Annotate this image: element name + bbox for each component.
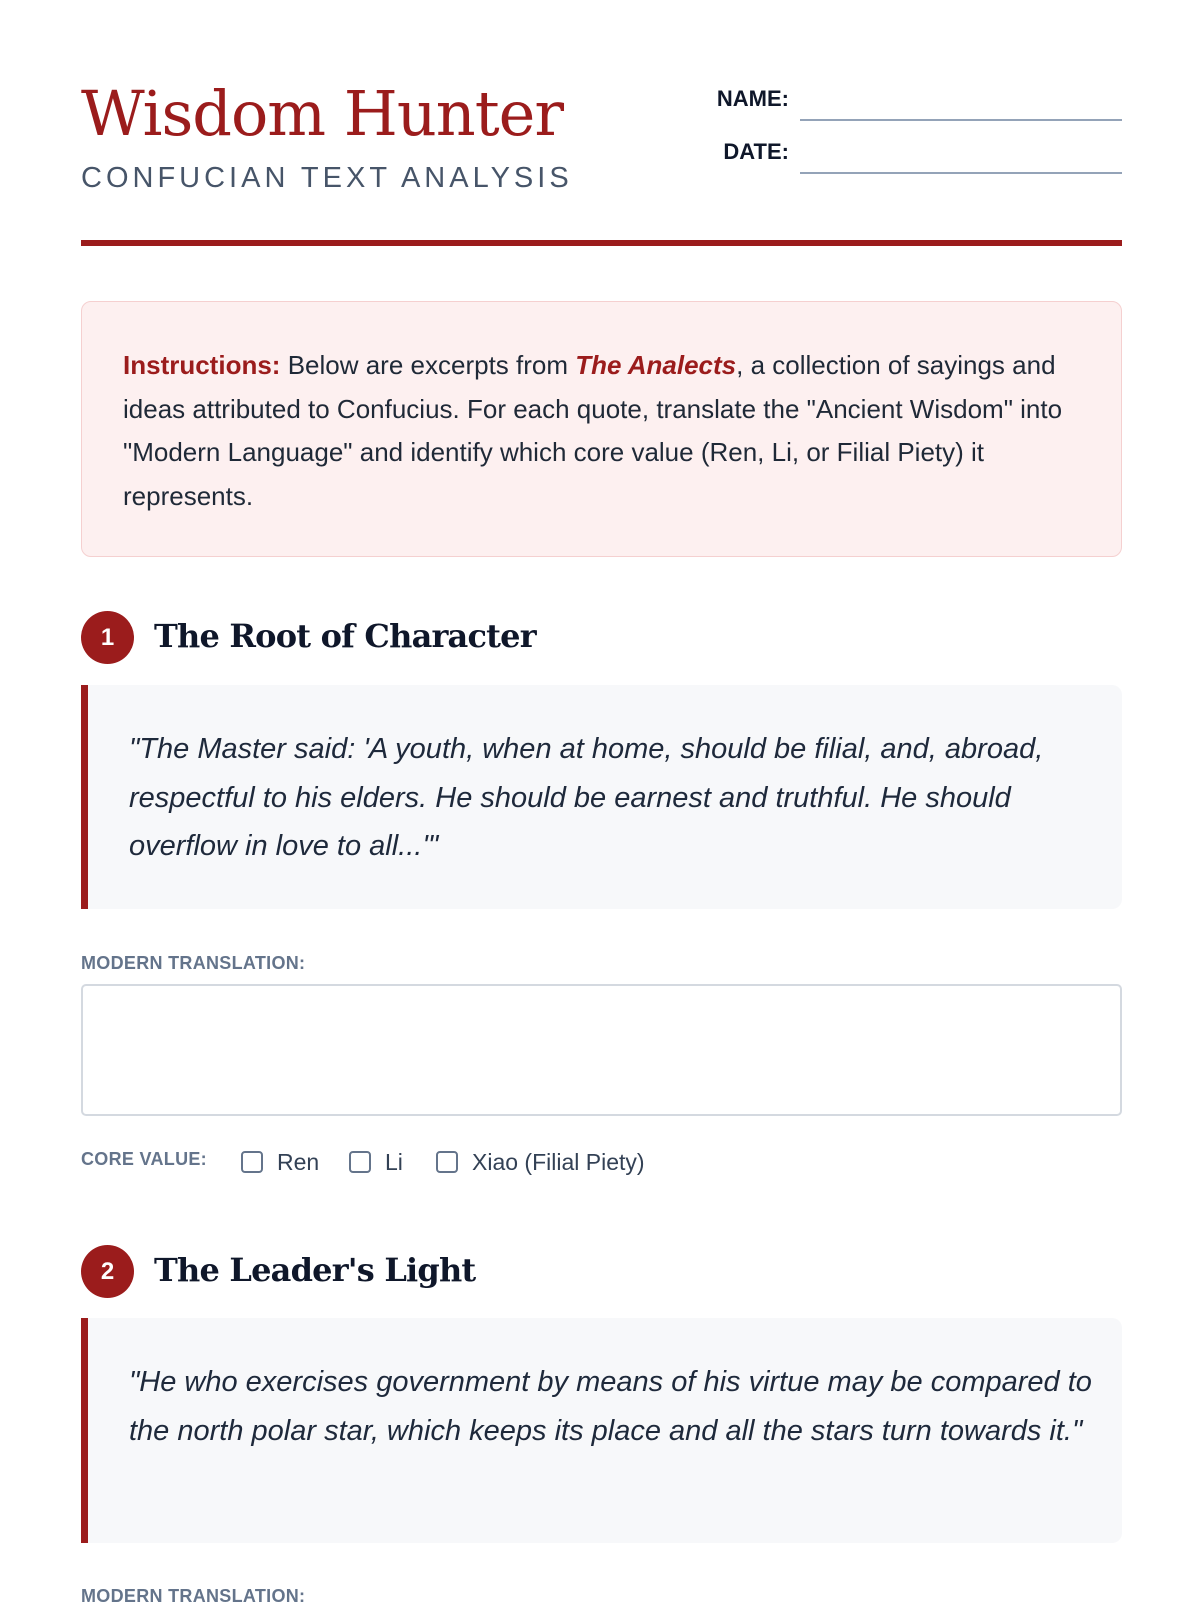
worksheet-title: Wisdom Hunter [81, 77, 563, 150]
header-divider [81, 240, 1122, 246]
quote-block: "The Master said: 'A youth, when at home, should be filial, and, abroad, respectful to his elders. He should be earnest and truthful. He should overflow in love to all...'" [81, 685, 1122, 909]
section-number-badge: 2 [81, 1245, 134, 1298]
name-label: NAME: [716, 86, 789, 111]
translation-label: MODERN TRANSLATION: [81, 1586, 306, 1606]
section-number-badge: 1 [81, 611, 134, 664]
ren-label: Ren [277, 1148, 320, 1175]
name-line[interactable] [800, 119, 1122, 121]
instructions-text-after: , a collection of sayings and ideas attributed to Confucius. For each quote, translate the "Ancient Wisdom" into "Modern Language" and identify which core value (Ren, Li, or Filial Piety) it represents. [123, 350, 1063, 511]
li-label: Li [385, 1148, 403, 1175]
xiao-checkbox[interactable] [436, 1151, 458, 1173]
li-checkbox[interactable] [349, 1151, 371, 1173]
book-title: The Analects [575, 350, 737, 380]
name-field[interactable] [697, 86, 1122, 118]
option-ren[interactable] [241, 1147, 319, 1177]
option-li[interactable] [349, 1147, 403, 1177]
option-xiao[interactable] [436, 1147, 645, 1177]
date-label: DATE: [723, 139, 789, 164]
worksheet-header [81, 0, 1122, 246]
worksheet-subtitle: CONFUCIAN TEXT ANALYSIS [81, 162, 573, 194]
instructions-label: Instructions: [123, 350, 281, 380]
instructions-box [81, 301, 1122, 557]
translation-answer-box[interactable] [81, 984, 1122, 1116]
section-title: The Root of Character [154, 617, 536, 655]
quote-block: "He who exercises government by means of his virtue may be compared to the north polar star, which keeps its place and all the stars turn towards it." [81, 1318, 1122, 1543]
instructions-text-before: Below are excerpts from [287, 350, 569, 380]
xiao-label: Xiao (Filial Piety) [472, 1148, 645, 1175]
translation-label: MODERN TRANSLATION: [81, 953, 306, 973]
worksheet-page [81, 0, 1122, 1606]
core-value-row [81, 1147, 1122, 1177]
section-title: The Leader's Light [154, 1251, 476, 1289]
ren-checkbox[interactable] [241, 1151, 263, 1173]
date-field[interactable] [697, 139, 1122, 171]
core-value-label: CORE VALUE: [81, 1149, 207, 1169]
date-line[interactable] [800, 172, 1122, 174]
